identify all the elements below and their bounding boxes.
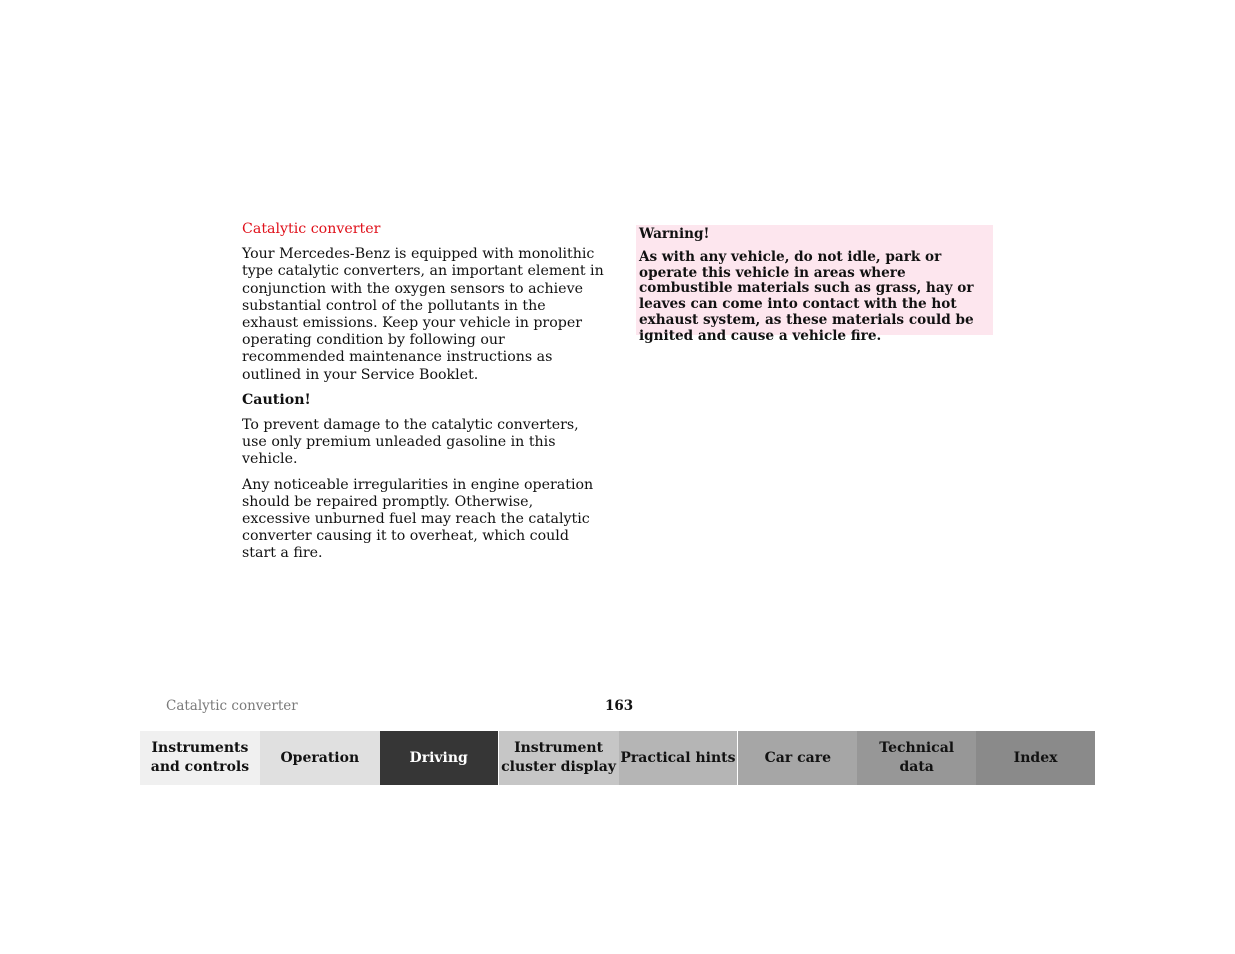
tab-index[interactable]: Index — [976, 731, 1095, 785]
caution-heading: Caution! — [242, 391, 311, 408]
section-title: Catalytic converter — [242, 221, 381, 237]
caution-paragraph: To prevent damage to the catalytic converters, use only premium unleaded gasoline in this vehicle. — [242, 417, 579, 468]
page-number: 163 — [605, 698, 634, 714]
tab-practical-hints[interactable]: Practical hints — [619, 731, 738, 785]
irregularities-paragraph: Any noticeable irregularities in engine operation should be repaired promptly. Otherwise, excessive unburned fuel may reach the catalytic converter causing it to overheat, which could start a fire. — [242, 476, 594, 562]
warning-text: As with any vehicle, do not idle, park or operate this vehicle in areas where combustible materials such as grass, hay or leaves can come into contact with the hot exhaust system, as these materials could be ignited and cause a vehicle fire. — [639, 248, 974, 344]
intro-paragraph: Your Mercedes-Benz is equipped with monolithic type catalytic converters, an important element in conjunction with the oxygen sensors to achieve substantial control of the pollutants in the exhaust emissions. Keep your vehicle in proper operating condition by following our recommended maintenance instructions as outlined in your Service Booklet. — [242, 246, 604, 383]
chapter-nav-bar — [140, 731, 1095, 785]
warning-box — [636, 225, 993, 344]
tab-technical-data[interactable]: Technical data — [857, 731, 976, 785]
tab-driving[interactable]: Driving — [380, 731, 498, 785]
main-content-column — [242, 221, 604, 571]
tab-operation[interactable]: Operation — [260, 731, 380, 785]
tab-car-care[interactable]: Car care — [738, 731, 857, 785]
tab-instruments-and-controls[interactable]: Instruments and controls — [140, 731, 260, 785]
footer-section-label: Catalytic converter — [166, 698, 298, 714]
tab-instrument-cluster-display[interactable]: Instrument cluster display — [499, 731, 619, 785]
warning-title: Warning! — [639, 226, 710, 242]
